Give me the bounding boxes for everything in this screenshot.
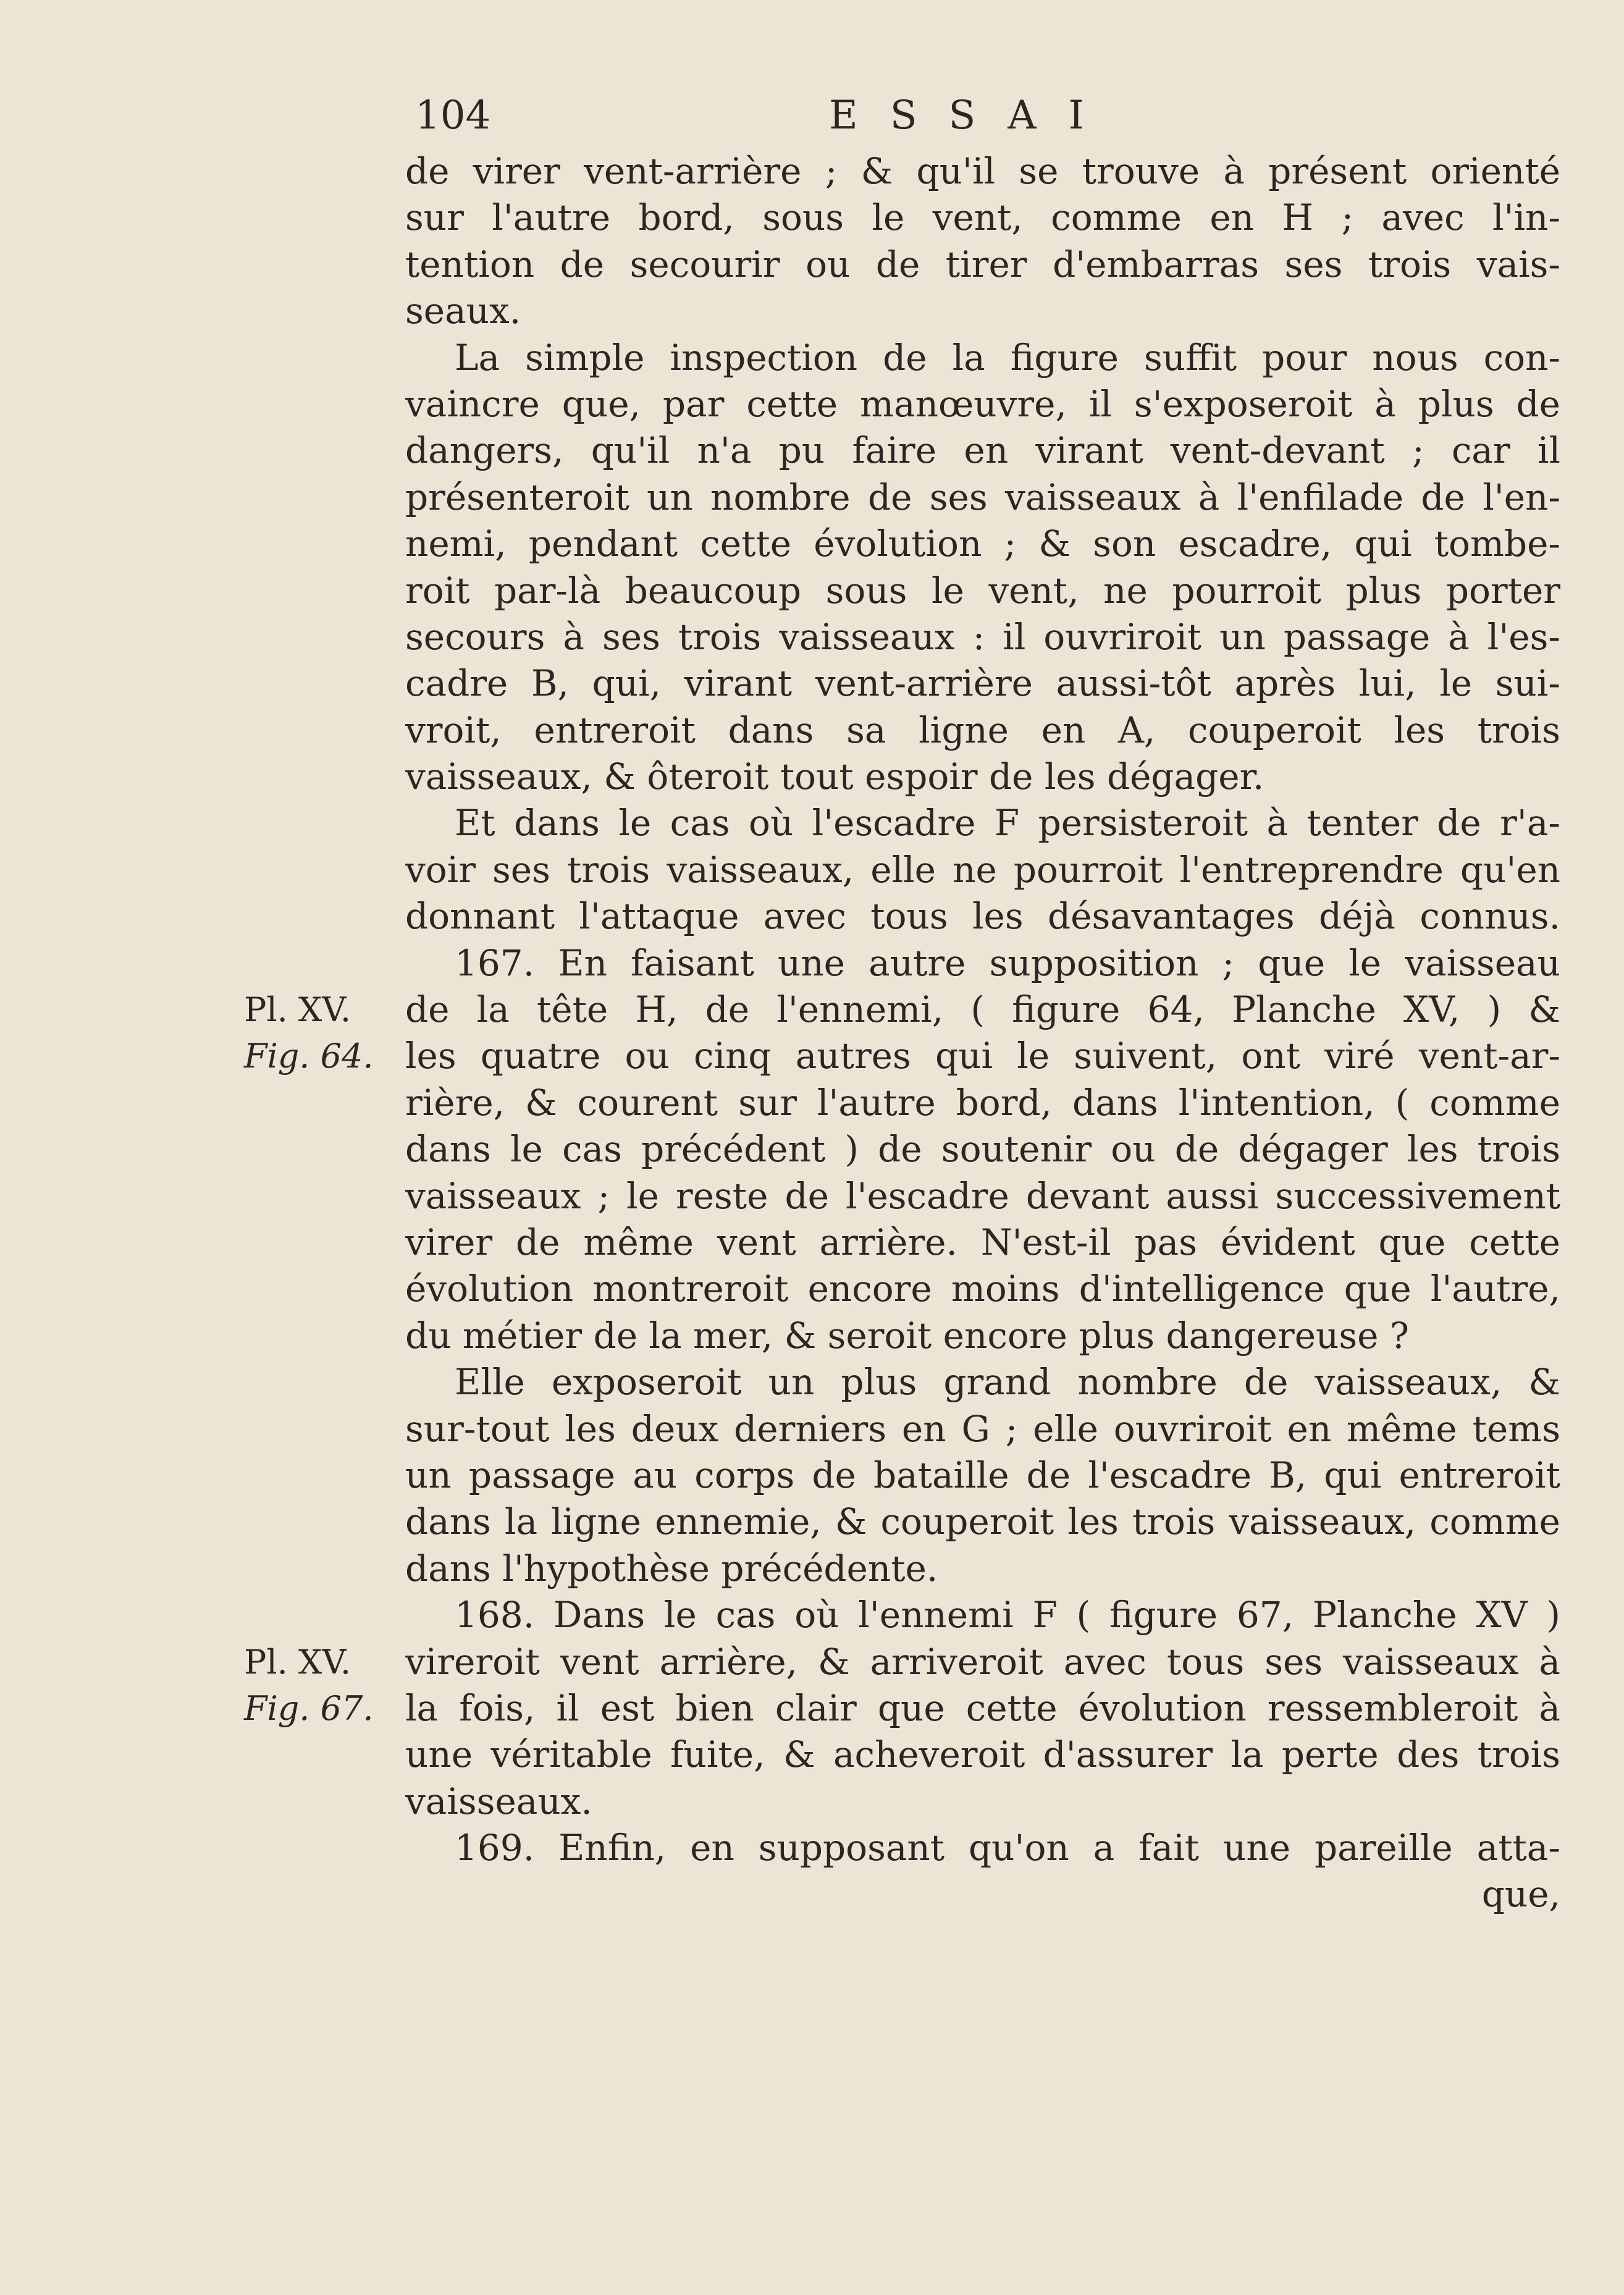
margin-note-fig-64 <box>244 987 398 1080</box>
text-line: de la tête H, de l'ennemi, ( figure 64, Planche XV, ) & <box>405 988 1560 1031</box>
text-line: rière, & courent sur l'autre bord, dans l'intention, ( comme <box>405 1081 1560 1124</box>
text-line: dangers, qu'il n'a pu faire en virant vent-devant ; car il <box>405 429 1560 472</box>
text-line: les quatre ou cinq autres qui le suivent, ont viré vent-ar- <box>405 1035 1560 1077</box>
text-line: présenteroit un nombre de ses vaisseaux à l'enfilade de l'en- <box>405 476 1560 518</box>
text-line: 168. Dans le cas où l'ennemi F ( figure 67, Planche XV ) <box>455 1594 1560 1636</box>
text-line: seaux. <box>405 290 521 332</box>
running-head: ESSAI <box>829 93 1116 138</box>
text-line: un passage au corps de bataille de l'escadre B, qui entreroit <box>405 1454 1560 1496</box>
text-line: vaincre que, par cette manœuvre, il s'exposeroit à plus de <box>405 382 1560 425</box>
text-line: tention de secourir ou de tirer d'embarras ses trois vais- <box>405 243 1560 285</box>
text-line: vaisseaux, & ôteroit tout espoir de les dégager. <box>405 756 1264 798</box>
text-line: virer de même vent arrière. N'est-il pas évident que cette <box>405 1221 1560 1263</box>
text-line: sur-tout les deux derniers en G ; elle ouvriroit en même tems <box>405 1407 1560 1450</box>
text-line: 169. Enfin, en supposant qu'on a fait une pareille atta- <box>455 1827 1560 1869</box>
text-line: évolution montreroit encore moins d'intelligence que l'autre, <box>405 1268 1560 1310</box>
text-line: 167. En faisant une autre supposition ; que le vaisseau <box>455 941 1560 984</box>
text-line: du métier de la mer, & seroit encore plus dangereuse ? <box>405 1314 1410 1357</box>
margin-note-figure: Fig. 67. <box>244 1689 374 1729</box>
catchword: que, <box>1481 1873 1560 1916</box>
text-line: Et dans le cas où l'escadre F persisteroit à tenter de r'a- <box>455 802 1560 844</box>
body-text <box>405 148 1560 1918</box>
text-line: vroit, entreroit dans sa ligne en A, couperoit les trois <box>405 709 1560 751</box>
margin-note-figure: Fig. 64. <box>244 1037 374 1076</box>
text-line: sur l'autre bord, sous le vent, comme en H ; avec l'in- <box>405 196 1560 239</box>
text-line: roit par-là beaucoup sous le vent, ne pourroit plus porter <box>405 569 1560 612</box>
margin-note-fig-67 <box>244 1639 398 1732</box>
text-line: dans l'hypothèse précédente. <box>405 1547 938 1590</box>
page-header <box>415 88 1564 143</box>
text-line: voir ses trois vaisseaux, elle ne pourroit l'entreprendre qu'en <box>405 848 1560 891</box>
text-line: La simple inspection de la figure suffit pour nous con- <box>455 336 1560 379</box>
text-line: de virer vent-arrière ; & qu'il se trouve à présent orienté <box>405 150 1560 192</box>
text-line: vireroit vent arrière, & arriveroit avec tous ses vaisseaux à <box>405 1640 1560 1683</box>
text-line: dans la ligne ennemie, & couperoit les trois vaisseaux, comme <box>405 1501 1560 1543</box>
text-line: nemi, pendant cette évolution ; & son escadre, qui tombe- <box>405 523 1560 565</box>
margin-note-plate: Pl. XV. <box>244 990 351 1029</box>
text-line: donnant l'attaque avec tous les désavantages déjà connus. <box>405 895 1560 938</box>
page-number: 104 <box>415 93 491 138</box>
text-line: la fois, il est bien clair que cette évolution ressembleroit à <box>405 1687 1560 1729</box>
text-line: vaisseaux ; le reste de l'escadre devant aussi successivement <box>405 1174 1560 1217</box>
text-line: une véritable fuite, & acheveroit d'assurer la perte des trois <box>405 1733 1560 1776</box>
text-line: vaisseaux. <box>405 1780 592 1822</box>
text-line: cadre B, qui, virant vent-arrière aussi-tôt après lui, le sui- <box>405 662 1560 705</box>
text-line: secours à ses trois vaisseaux : il ouvriroit un passage à l'es- <box>405 615 1560 658</box>
margin-note-plate: Pl. XV. <box>244 1643 351 1682</box>
text-line: dans le cas précédent ) de soutenir ou de dégager les trois <box>405 1128 1560 1171</box>
text-line: Elle exposeroit un plus grand nombre de vaisseaux, & <box>455 1361 1560 1404</box>
